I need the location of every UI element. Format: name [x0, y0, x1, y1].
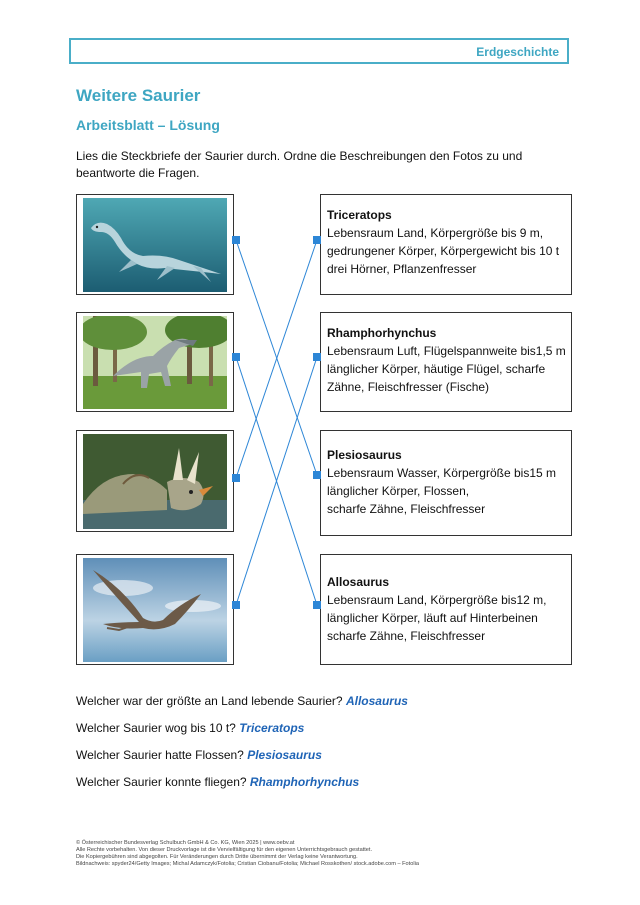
page-title: Weitere Saurier [76, 86, 201, 105]
desc-name: Plesiosaurus [327, 448, 402, 462]
answer-text: Rhamphorhynchus [249, 775, 360, 789]
desc-box-allosaurus [320, 554, 572, 665]
desc-line: Lebensraum Land, Körpergröße bis 9 m, [327, 226, 544, 240]
triceratops-photo-icon [83, 434, 227, 529]
footer-line: Alle Rechte vorbehalten. Von dieser Druckvorlage ist die Vervielfältigung für den eigenen Unterrichtsgebrauch gestattet. [76, 847, 373, 853]
connector-triceratops [236, 240, 317, 478]
photo-frame-plesiosaurus [76, 194, 234, 295]
answer-text: Plesiosaurus [247, 748, 322, 762]
question-4 [76, 775, 359, 789]
photo-frame-rhamphorhynchus [76, 554, 234, 665]
desc-name: Rhamphorhynchus [327, 326, 437, 340]
footer-line: Bildnachweis: spyder24/Getty Images; Michal Adamczyk/Fotolia; Cristian Ciobanu/Fotolia; Michael Rosskothen/ stock.adobe.com – Fotolia [76, 861, 419, 867]
desc-name: Triceratops [327, 208, 392, 222]
page-subtitle: Arbeitsblatt – Lösung [76, 117, 220, 133]
desc-box-triceratops [320, 194, 572, 295]
desc-line: drei Hörner, Pflanzenfresser [327, 262, 477, 276]
question-text: Welcher war der größte an Land lebende Saurier? [76, 694, 343, 708]
desc-line: länglicher Körper, häutige Flügel, scharfe [327, 362, 546, 376]
desc-box-plesiosaurus [320, 430, 572, 536]
plesiosaurus-photo-icon [83, 198, 227, 292]
header-label: Erdgeschichte [476, 45, 559, 59]
answer-text: Triceratops [239, 721, 305, 735]
connector-plesiosaurus [236, 240, 317, 475]
desc-line: scharfe Zähne, Fleischfresser [327, 502, 486, 516]
photo-frame-triceratops [76, 430, 234, 532]
question-text: Welcher Saurier konnte fliegen? [76, 775, 247, 789]
desc-line: Zähne, Fleischfresser (Fische) [327, 380, 490, 394]
instructions: Lies die Steckbriefe der Saurier durch. Ordne die Beschreibungen den Fotos zu und beantworte die Fragen. [76, 149, 523, 180]
desc-line: Lebensraum Land, Körpergröße bis12 m, [327, 593, 547, 607]
rhamphorhynchus-photo-icon [83, 558, 227, 662]
desc-name: Allosaurus [327, 575, 390, 589]
desc-line: länglicher Körper, Flossen, [327, 484, 470, 498]
question-1 [76, 694, 408, 708]
question-text: Welcher Saurier hatte Flossen? [76, 748, 244, 762]
connector-rhamphorhynchus [236, 357, 317, 605]
desc-line: Lebensraum Wasser, Körpergröße bis15 m [327, 466, 556, 480]
desc-line: länglicher Körper, läuft auf Hinterbeinen [327, 611, 538, 625]
allosaurus-photo-icon [83, 316, 227, 409]
question-2 [76, 721, 304, 735]
answer-text: Allosaurus [345, 694, 408, 708]
desc-line: scharfe Zähne, Fleischfresser [327, 629, 486, 643]
footer-line: Die Kopiergebühren sind abgegolten. Für Veränderungen durch Dritte übernimmt der Verlag keine Verantwortung. [76, 854, 358, 860]
connector-allosaurus [236, 357, 317, 605]
desc-box-rhamphorhynchus [320, 312, 572, 412]
footer [76, 840, 576, 868]
footer-line: © Österreichischer Bundesverlag Schulbuch GmbH & Co. KG, Wien 2025 | www.oebv.at [76, 840, 295, 846]
header-box [69, 38, 569, 64]
desc-line: Lebensraum Luft, Flügelspannweite bis1,5 m [327, 344, 566, 358]
question-3 [76, 748, 322, 762]
desc-line: gedrungener Körper, Körpergewicht bis 10 t [327, 244, 560, 258]
photo-frame-allosaurus [76, 312, 234, 412]
question-text: Welcher Saurier wog bis 10 t? [76, 721, 236, 735]
